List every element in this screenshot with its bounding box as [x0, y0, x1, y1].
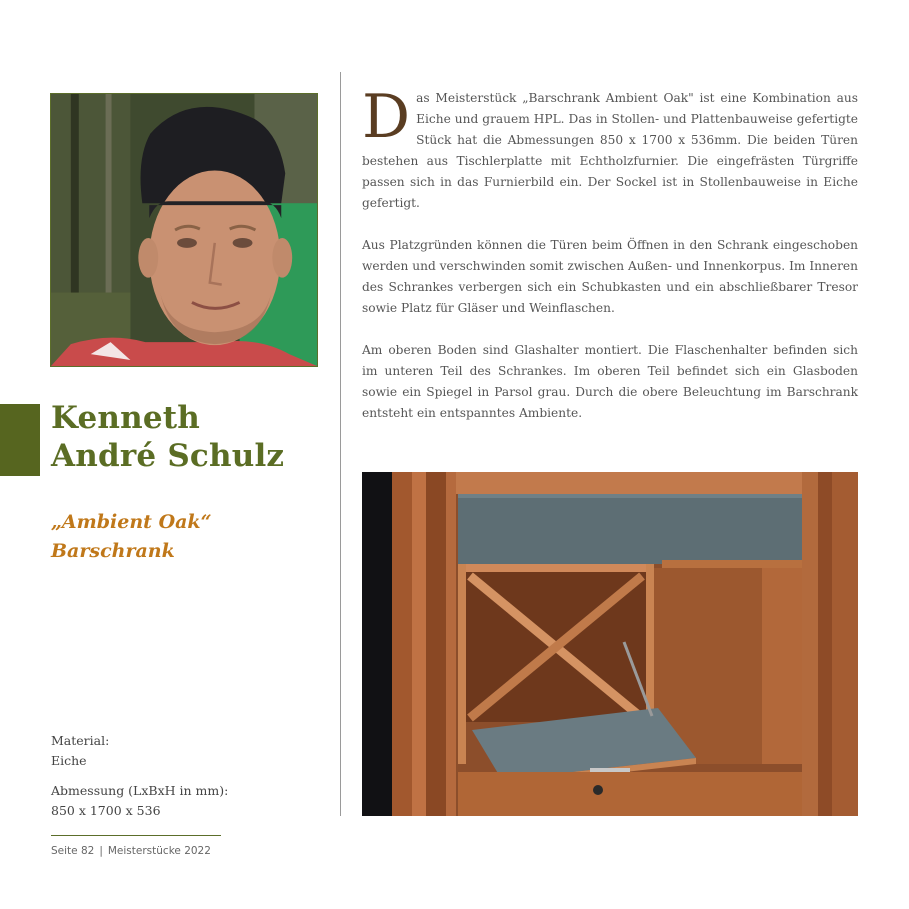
- accent-bar: [0, 404, 40, 476]
- portrait-photo: [50, 93, 318, 367]
- publication-name: Meisterstücke 2022: [107, 845, 211, 857]
- cabinet-photo: [362, 472, 858, 816]
- material-label: Material:: [51, 733, 110, 748]
- material-value: Eiche: [51, 753, 87, 768]
- dimension-value: 850 x 1700 x 536: [51, 803, 161, 818]
- paragraph-2: Aus Platzgründen können die Türen beim Öffnen in den Schrank eingeschoben werden und verschwinden somit zwischen Außen- und Innenkorpus. Im Inneren des Schrankes verbergen sich ein Schubkasten und ein abschließbarer Tresor sowie Platz für Gläser und Weinflaschen.: [362, 238, 858, 315]
- portrait-image: [51, 94, 317, 366]
- designer-name-line1: Kenneth: [51, 400, 201, 436]
- footer-rule: [51, 835, 221, 836]
- designer-name-line2: André Schulz: [51, 438, 285, 474]
- paragraph-3: Am oberen Boden sind Glashalter montiert. Die Flaschenhalter befinden sich im unteren Teil des Schrankes. Im oberen Teil befindet sich ein Glasboden sowie ein Spiegel in Parsol grau. Durch die obere Beleuchtung im Barschrank entsteht ein entspanntes Ambiente.: [362, 343, 858, 420]
- paragraph-1-text: as Meisterstück „Barschrank Ambient Oak" ist eine Kombination aus Eiche und grauem HPL. Das in Stollen- und Plattenbauweise gefertigte Stück hat die Abmessungen 850 x 1700 x 536mm. Die beiden Türen bestehen aus Tischlerplatte mit Echtholzfurnier. Die eingefrästen Türgriffe passen sich in das Furnierbild ein. Der Sockel ist in Stollenbauweise in Eiche gefertigt.: [362, 91, 858, 210]
- article-body: [362, 82, 858, 445]
- cabinet-image: [362, 472, 858, 816]
- project-title-line1: „Ambient Oak“: [51, 511, 212, 533]
- designer-name: [51, 399, 284, 475]
- column-divider: [340, 72, 341, 816]
- page-footer: [51, 845, 211, 857]
- project-title-line2: Barschrank: [51, 540, 175, 562]
- project-title: [51, 508, 212, 566]
- drop-cap: D: [362, 82, 411, 152]
- footer-separator: |: [99, 845, 103, 857]
- specs-block: [51, 731, 228, 821]
- dimension-label: Abmessung (LxBxH in mm):: [51, 783, 229, 798]
- paragraph-1: [362, 82, 858, 214]
- page-number: Seite 82: [51, 845, 95, 857]
